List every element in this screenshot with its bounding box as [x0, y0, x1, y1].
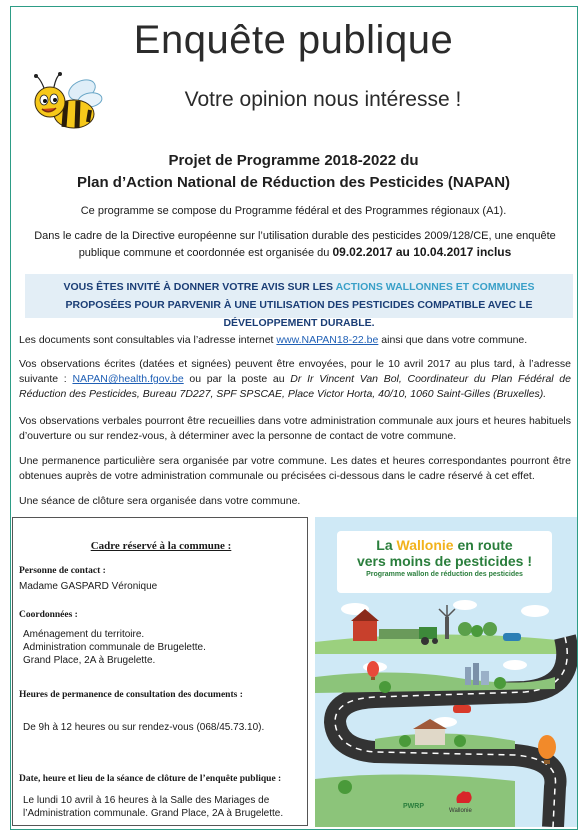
page-title: Enquête publique [133, 18, 454, 62]
directive-text [25, 228, 565, 261]
pwrp-logo: PWRP [403, 803, 424, 810]
page-subtitle: Votre opinion nous intéresse ! [184, 88, 462, 111]
closing-label: Date, heure et lieu de la séance de clôture de l’enquête publique : [19, 774, 282, 784]
paragraph-permanence: Une permanence particulière sera organisée par votre commune. Les dates et heures correspondantes pourront être obtenues auprès de votre administration communale ou précisées ci-dessous dans le cadre réservé à cet effet. [19, 455, 571, 482]
hours-value: De 9h à 12 heures ou sur rendez-vous (068/45.73.10). [23, 722, 265, 733]
contact-value: Madame GASPARD Véronique [19, 581, 158, 592]
postal-address: Dr Ir Vincent Van Bol, Coordinateur du Plan Fédéral de Réduction des Pesticides, Bureau 7D227, SPF SPSCAE, Place Victor Horta, 40/10, 1060 Saint-Gilles (Bruxelles). [19, 373, 571, 400]
paragraph-verbal-observations: Vos observations verbales pourront être recueillies dans votre administration communale aux jours et heures habituels d’ouverture ou sur rendez-vous, à déterminer avec la personne de contact de votre commune. [19, 415, 571, 442]
paragraph-written-observations [19, 357, 571, 402]
p1-before: Les documents sont consultables via l’adresse internet [19, 334, 274, 346]
project-heading [30, 150, 557, 194]
paragraph-documents [19, 333, 571, 348]
banner-highlight: ACTIONS WALLONNES ET COMMUNES [335, 281, 535, 293]
p1-after: ainsi que dans votre commune. [381, 334, 528, 346]
wallonie-rooster-icon [453, 789, 475, 807]
invitation-banner [25, 274, 573, 329]
commune-frame-heading: Cadre réservé à la commune : [90, 540, 232, 552]
closing-line-2: l’Administration communale. Grand Place, 2A à Brugelette. [23, 808, 284, 819]
p2-mid: ou par la poste au [189, 373, 285, 385]
hours-label: Heures de permanence de consultation des documents : [19, 690, 243, 700]
banner-part-2: PROPOSÉES POUR PARVENIR À UNE UTILISATION DES PESTICIDES COMPATIBLE AVEC LE DÉVELOPPEMENT DURABLE. [65, 299, 533, 329]
wallonie-logo-text: Wallonie [449, 808, 472, 814]
directive-body: Dans le cadre de la Directive européenne sur l’utilisation durable des pesticides 2009/128/CE, une enquête publique commune et coordonnée est organisée du [34, 230, 556, 259]
coordinates-label: Coordonnées : [19, 610, 78, 620]
coordinates-line-3: Grand Place, 2A à Brugelette. [23, 655, 156, 666]
poster-title-part-1: La [376, 537, 393, 553]
poster-title-line-1 [337, 537, 552, 553]
wallonie-poster [315, 517, 577, 827]
bee-icon [30, 70, 110, 140]
closing-value [23, 794, 283, 820]
poster-title-part-2: en route [457, 537, 513, 553]
banner-part-1: VOUS ÊTES INVITÉ À DONNER VOTRE AVIS SUR LES [63, 281, 334, 293]
napan-website-link[interactable]: www.NAPAN18-22.be [276, 334, 379, 346]
coordinates-line-2: Administration communale de Brugelette. [23, 642, 206, 653]
closing-line-1: Le lundi 10 avril à 16 heures à la Salle des Mariages de [23, 795, 270, 806]
napan-email-link[interactable]: NAPAN@health.fgov.be [72, 373, 184, 385]
survey-dates: 09.02.2017 au 10.04.2017 inclus [332, 245, 512, 259]
poster-title-line-2: vers moins de pesticides ! [356, 553, 533, 569]
p2-before: Vos observations écrites (datées et signées) peuvent être envoyées, pour le 10 avril 2017 au plus tard, à l’adresse suivante : [19, 358, 571, 385]
contact-label: Personne de contact : [19, 566, 106, 576]
project-line-1: Projet de Programme 2018-2022 du [168, 152, 419, 169]
coordinates-line-1: Aménagement du territoire. [23, 629, 145, 640]
poster-title-box [337, 531, 552, 593]
poster-title-brand: Wallonie [396, 537, 454, 553]
commune-frame [12, 517, 308, 826]
paragraph-closing-session: Une séance de clôture sera organisée dans votre commune. [19, 495, 301, 507]
coordinates-value [23, 628, 206, 667]
project-line-2: Plan d’Action National de Réduction des Pesticides (NAPAN) [76, 174, 511, 191]
composition-text: Ce programme se compose du Programme fédéral et des Programmes régionaux (A1). [80, 205, 507, 217]
poster-title-line-3: Programme wallon de réduction des pesticides [366, 571, 523, 578]
